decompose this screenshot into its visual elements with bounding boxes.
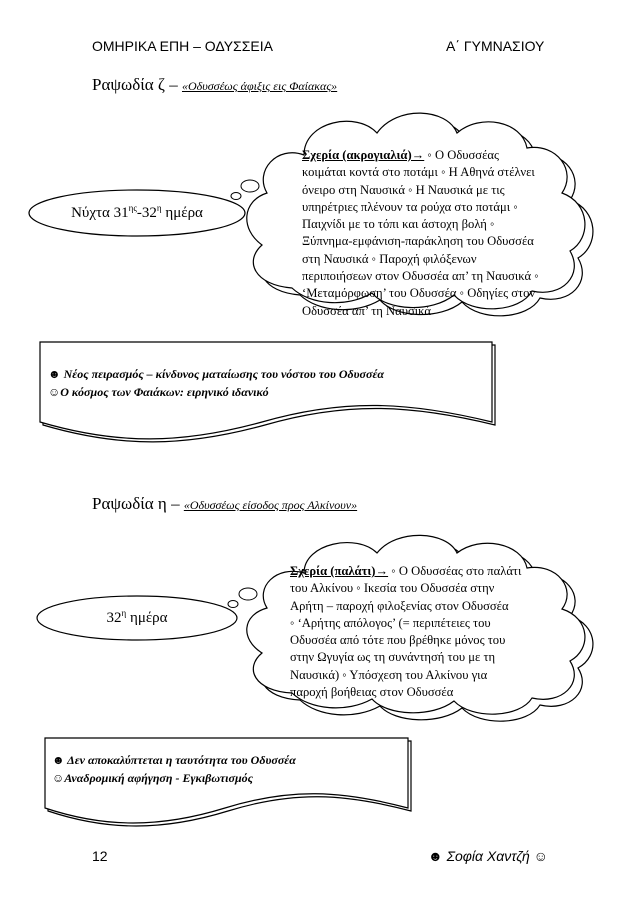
flag-1-line-2: ☺Ο κόσμος των Φαιάκων: ειρηνικό ιδανικό <box>48 385 269 399</box>
author: ☻ Σοφία Χαντζή ☺ <box>428 848 548 864</box>
day-label-2: $32^\eta$ ημέρα <box>106 608 168 626</box>
cloud-2-lead: Σχερία (παλάτι)→ <box>290 564 389 578</box>
flag-1-text <box>48 365 488 401</box>
flag-2-line-1: ☻ Δεν αποκαλύπτεται η ταυτότητα του Οδυσσέα <box>52 753 296 767</box>
flag-1-line-1: ☻ Νέος πειρασμός – κίνδυνος ματαίωσης του νόστου του Οδυσσέα <box>48 367 385 381</box>
rhapsody-eta-title: Ραψωδία η – <box>92 494 180 513</box>
rhapsody-eta-heading <box>92 494 357 514</box>
rhapsody-eta-subtitle: «Οδυσσέως είσοδος προς Αλκίνουν» <box>183 498 358 512</box>
rhapsody-zeta-heading <box>92 75 337 95</box>
bubble-1a <box>241 180 259 192</box>
page-number: 12 <box>92 848 108 864</box>
flag-2-text <box>52 751 402 787</box>
day-label-1: Νύχτα $31^{\eta\varsigma}-32^\eta$ ημέρα <box>71 203 203 221</box>
header-right: Α΄ ΓΥΜΝΑΣΙΟΥ <box>446 38 545 54</box>
header-left: ΟΜΗΡΙΚΑ ΕΠΗ – ΟΔΥΣΣΕΙΑ <box>92 38 273 54</box>
bubble-2b <box>228 601 238 608</box>
cloud-1-text: Σχερία (ακρογιαλιά)→ ◦ Ο Οδυσσέας κοιμάται κοντά στο ποτάμι ◦ Η Αθηνά στέλνει όνειρο στη Ναυσικά ◦ Η Ναυσικά με τις υπηρέτριες πλένουν τα ρούχα στο ποτάμι ◦ Παιχνίδι με το τόπι και άστοχη βολή ◦ Ξύπνημα-εμφάνιση-παράκληση του Οδυσσέα στη Ναυσικά ◦ Παροχή φιλόξενων περιποιήσεων στον Οδυσσέα απ’ τη Ναυσικά ◦ ‘Μεταμόρφωση’ του Οδυσσέα ◦ Οδηγίες στον Οδυσσέα απ’ τη Ναυσικά <box>302 148 539 318</box>
rhapsody-zeta-subtitle: «Οδυσσέως άφιξις εις Φαίακας» <box>181 79 338 93</box>
bubble-2a <box>239 588 257 600</box>
rhapsody-zeta-title: Ραψωδία ζ – <box>92 75 178 94</box>
flag-2-line-2: ☺Αναδρομική αφήγηση - Εγκιβωτισμός <box>52 771 253 785</box>
cloud-2-text: Σχερία (παλάτι)→ ◦ Ο Οδυσσέας στο παλάτι του Αλκίνου ◦ Ικεσία του Οδυσσέα στην Αρήτη – παροχή φιλοξενίας στον Οδυσσέα ◦ ‘Αρήτης απόλογος’ (= περιπέτειες του Οδυσσέα από τότε που βρέθηκε μόνος του στην Ωγυγία ως τη συνάντησή του με τη Ναυσικά) ◦ Υπόσχεση του Αλκίνου για παροχή βοήθειας στον Οδυσσέα <box>290 564 522 700</box>
bubble-1b <box>231 193 241 200</box>
cloud-1-lead: Σχερία (ακρογιαλιά)→ <box>302 148 425 162</box>
